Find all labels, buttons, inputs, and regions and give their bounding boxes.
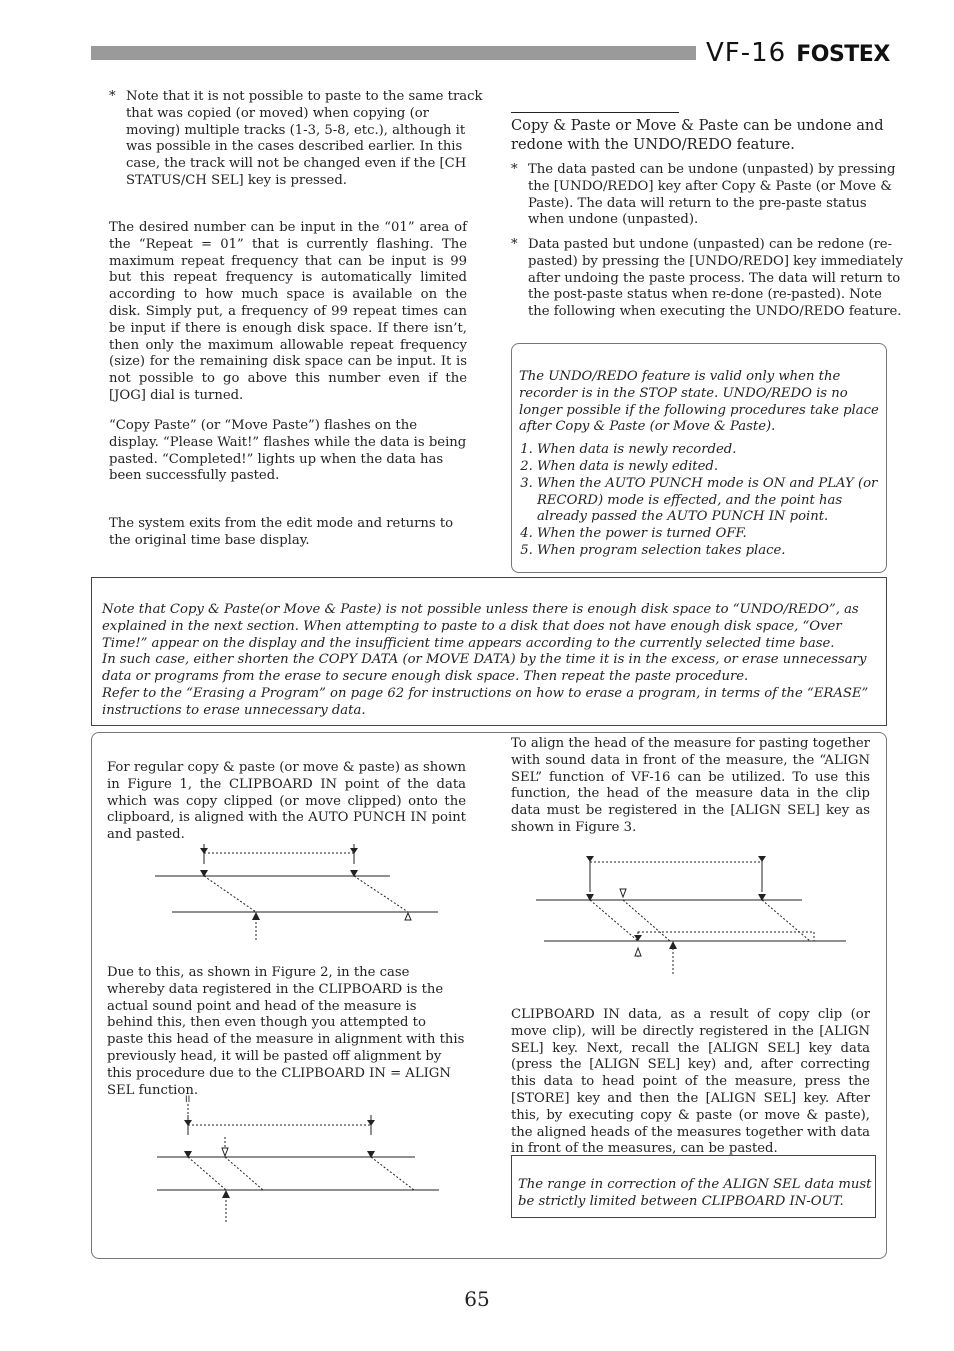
disk-note-p3: Refer to the “Erasing a Program” on page 62 for instructions on how to erase a program, in terms of the “ERASE” instructions to erase unnecessary data. xyxy=(102,685,869,718)
note-same-track-text: Note that it is not possible to paste to the same track that was copied (or moved) when copying (or moving) multiple tracks (1-3, 5-8, etc.), although it was possible in the cases described earlier. In this case, the track will not be changed even if the [CH STATUS/CH SEL] key is pressed. xyxy=(126,89,483,188)
disk-note-p2: In such case, either shorten the COPY DATA (or MOVE DATA) by the time it is in the excess, or erase unnecessary data or programs from the erase to secure enough disk space. Then repeat the paste procedure. xyxy=(102,652,867,685)
para-due: Due to this, as shown in Figure 2, in the case whereby data registered in the CLIPBOARD is the actual sound point and head of the measure is behind this, then even though you attempted to paste this head of the measure in alignment with this previously head, it will be pasted off alignment by this procedure due to the CLIPBOARD IN = ALIGN SEL function. xyxy=(107,965,465,1098)
arrow-down-icon xyxy=(634,935,642,941)
arrow-up-icon xyxy=(252,912,260,920)
paste-projection-measure xyxy=(225,1157,263,1190)
undo-star1 xyxy=(511,162,904,229)
list-item: 3. When the AUTO PUNCH mode is ON and PLAY (or RECORD) mode is effected, and the point has already passed the AUTO PUNCH IN point. xyxy=(537,476,879,526)
para-flashes: “Copy Paste” (or “Move Paste”) flashes on the display. “Please Wait!” flashes while the data is being pasted. “Completed!” lights up when the data has been successfully pasted. xyxy=(109,418,467,484)
paste-projection-out xyxy=(762,900,810,941)
list-item: 1. When data is newly recorded. xyxy=(537,442,879,459)
undo-star2 xyxy=(511,237,904,321)
bullet-star: * xyxy=(109,89,116,104)
arrow-down-icon xyxy=(200,848,208,854)
fig2-mark: II xyxy=(185,1095,191,1105)
undo-box-list xyxy=(519,442,879,560)
arrow-up-icon xyxy=(222,1190,230,1198)
paste-projection-in xyxy=(204,876,256,912)
open-arrow-down-icon xyxy=(222,1148,228,1156)
open-arrow-up-icon xyxy=(405,913,411,920)
figure-2 xyxy=(150,1090,445,1225)
undo-box-text: The UNDO/REDO feature is valid only when the recorder is in the STOP state. UNDO/REDO is no longer possible if the following procedures take place after Copy & Paste (or Move & Paste). xyxy=(519,369,879,435)
disk-space-note xyxy=(102,602,878,720)
section-rule xyxy=(511,112,679,113)
brand-name: FOSTEX xyxy=(796,42,890,67)
header-logo xyxy=(706,38,890,68)
undo-intro: Copy & Paste or Move & Paste can be undone and redone with the UNDO/REDO feature. xyxy=(511,117,884,153)
page-number: 65 xyxy=(464,1287,490,1311)
arrow-down-icon xyxy=(350,848,358,854)
note-same-track xyxy=(109,89,483,190)
arrow-down-icon xyxy=(184,1120,192,1126)
para-regular: For regular copy & paste (or move & paste) as shown in Figure 1, the CLIPBOARD IN point of the data which was copy clipped (or move clipped) onto the clipboard, is aligned with the AUTO PUNCH IN point and pasted. xyxy=(107,760,466,843)
figure-1 xyxy=(150,840,445,945)
open-arrow-up-icon xyxy=(635,948,641,956)
para-repeat: The desired number can be input in the “01” area of the “Repeat = 01” that is currently flashing. The maximum repeat frequency that can be input is 99 but this repeat frequency is automatically limited according to how much space is available on the disk. Simply put, a frequency of 99 repeat times can be input if there is enough disk space. If there isn’t, then only the maximum allowable repeat frequency (size) for the remaining disk space can be input. It is not possible to go above this number even if the [JOG] dial is turned. xyxy=(109,220,467,403)
pasted-region xyxy=(638,932,814,941)
para-exit: The system exits from the edit mode and returns to the original time base display. xyxy=(109,516,454,548)
paste-projection-in xyxy=(188,1157,226,1190)
model-name: VF-16 xyxy=(706,38,787,68)
header-bar xyxy=(91,46,696,60)
figure-3 xyxy=(532,852,852,977)
para-align: To align the head of the measure for pasting together with sound data in front of the measure, the “ALIGN SEL” function of VF-16 can be utilized. To use this function, the head of the measure data in the clip data must be registered in the [ALIGN SEL] key as shown in Figure 3. xyxy=(511,736,870,835)
list-item: 5. When program selection takes place. xyxy=(537,543,879,560)
disk-note-p1: Note that Copy & Paste(or Move & Paste) is not possible unless there is enough disk space to “UNDO/REDO”, as explained in the next section. When attempting to paste to a disk that does not have enough disk space, “Over Time!” appear on the display and the insufficient time appears according to the currently selected time base. xyxy=(102,602,859,651)
arrow-down-icon xyxy=(586,856,594,862)
bullet-star: * xyxy=(511,162,518,177)
paste-projection-out xyxy=(354,876,408,912)
list-item: 4. When the power is turned OFF. xyxy=(537,526,879,543)
range-note: The range in correction of the ALIGN SEL data must be strictly limited between CLIPBOARD IN-OUT. xyxy=(518,1177,872,1209)
list-item: 2. When data is newly edited. xyxy=(537,459,879,476)
arrow-up-icon xyxy=(669,941,677,949)
undo-star2-text: Data pasted but undone (unpasted) can be redone (re-pasted) by pressing the [UNDO/REDO] key immediately after undoing the paste process. The data will return to the post-paste status when re-done (re-pasted). Note the following when executing the UNDO/REDO feature. xyxy=(528,237,903,320)
para-clipboard: CLIPBOARD IN data, as a result of copy clip (or move clip), will be directly registered in the [ALIGN SEL] key. Next, recall the [ALIGN SEL] key data (press the [ALIGN SEL] key) and, after correcting this data to head point of the measure, press the [STORE] key and then the [ALIGN SEL] key. After this, by executing copy & paste (or move & paste), the aligned heads of the measures together with data in front of the measures, can be pasted. xyxy=(511,1007,870,1157)
arrow-down-icon xyxy=(758,856,766,862)
open-arrow-down-icon xyxy=(620,889,626,897)
bullet-star: * xyxy=(511,237,518,252)
undo-box-content xyxy=(519,369,879,560)
undo-star1-text: The data pasted can be undone (unpasted) by pressing the [UNDO/REDO] key after Copy & Paste (or Move & Paste). The data will return to the pre-paste status when undone (unpasted). xyxy=(528,162,896,228)
paste-projection-out xyxy=(371,1157,414,1190)
